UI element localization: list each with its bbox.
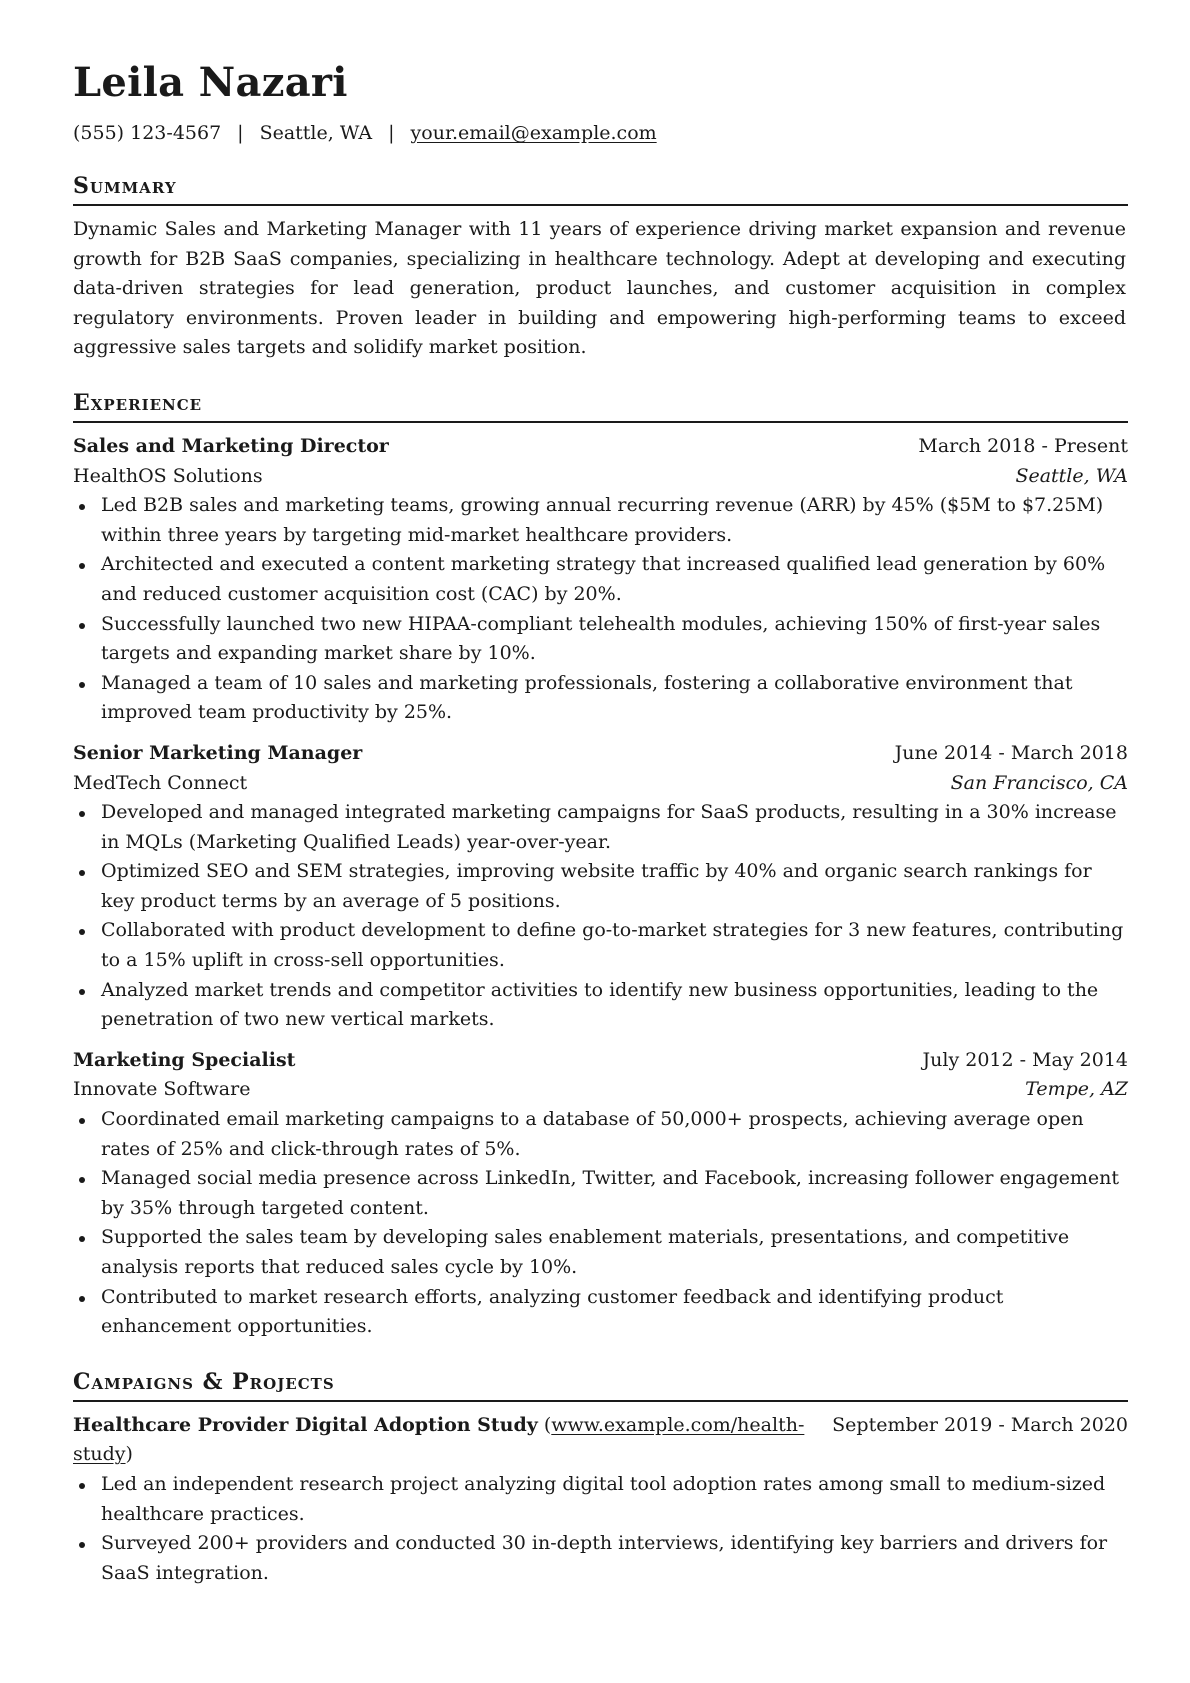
- bullet-text: Coordinated email marketing campaigns to a database of 50,000+ prospects, achieving average open rates of 25% and click-through rates of 5%.: [101, 1108, 1084, 1160]
- company-name: HealthOS Solutions: [73, 464, 263, 487]
- bullet-list: [73, 798, 1128, 1035]
- job-location: San Francisco, CA: [950, 771, 1128, 794]
- job-entry: [73, 432, 1128, 728]
- location: Seattle, WA: [259, 122, 373, 144]
- bullet-text: Led an independent research project analyzing digital tool adoption rates among small to medium-sized healthcare practices.: [101, 1472, 1106, 1525]
- bullet-icon: [79, 1118, 85, 1124]
- bullet-icon: [79, 504, 85, 510]
- bullet-text: Successfully launched two new HIPAA-compliant telehealth modules, achieving 150% of first-year sales targets and expanding market share by 10%.: [101, 612, 1101, 665]
- job-location: Tempe, AZ: [1025, 1078, 1128, 1101]
- bullet-item: [73, 1223, 1128, 1282]
- bullet-icon: [79, 929, 85, 935]
- bullet-text: Supported the sales team by developing sales enablement materials, presentations, and competitive analysis reports that reduced sales cycle by 10%.: [101, 1226, 1070, 1278]
- bullet-icon: [79, 1483, 85, 1489]
- company-name: Innovate Software: [73, 1078, 251, 1101]
- job-location: Seattle, WA: [1015, 464, 1128, 487]
- bullet-item: [73, 1283, 1128, 1342]
- bullet-list: [73, 491, 1128, 728]
- bullet-text: Analyzed market trends and competitor activities to identify new business opportunities, leading to the penetration of two new vertical markets.: [101, 978, 1099, 1031]
- contact-separator: |: [237, 122, 244, 144]
- bullet-icon: [79, 563, 85, 569]
- job-title: Marketing Specialist: [73, 1048, 296, 1071]
- company-name: MedTech Connect: [73, 771, 248, 794]
- bullet-item: [73, 491, 1128, 550]
- bullet-text: Led B2B sales and marketing teams, growing annual recurring revenue (ARR) by 45% ($5M to $7.25M) within three years by targeting mid-market healthcare providers.: [101, 494, 1104, 546]
- bullet-text: Surveyed 200+ providers and conducted 30 in-depth interviews, identifying key barriers and drivers for SaaS integration.: [101, 1532, 1108, 1584]
- bullet-text: Collaborated with product development to define go-to-market strategies for 3 new features, contributing to a 15% uplift in cross-sell opportunities.: [101, 919, 1124, 972]
- email-link[interactable]: your.email@example.com: [410, 122, 657, 144]
- bullet-item: [73, 669, 1128, 728]
- project-entry: [73, 1411, 1128, 1589]
- project-dates: September 2019 - March 2020: [832, 1413, 1128, 1436]
- bullet-icon: [79, 989, 85, 995]
- job-subheader-row: [73, 769, 1128, 799]
- job-entry: [73, 739, 1128, 1035]
- job-subheader-row: [73, 462, 1128, 492]
- bullet-list: [73, 1105, 1128, 1342]
- bullet-icon: [79, 1542, 85, 1548]
- bullet-text: Developed and managed integrated marketing campaigns for SaaS products, resulting in a 30% increase in MQLs (Marketing Qualified Leads) year-over-year.: [101, 801, 1117, 853]
- projects-heading: Campaigns & Projects: [73, 1368, 1128, 1402]
- job-dates: March 2018 - Present: [918, 434, 1128, 457]
- bullet-icon: [79, 1177, 85, 1183]
- projects-list: [73, 1411, 1128, 1589]
- contact-line: [73, 120, 1128, 146]
- bullet-item: [73, 916, 1128, 975]
- bullet-item: [73, 1529, 1128, 1588]
- phone-number: (555) 123-4567: [73, 122, 222, 144]
- bullet-icon: [79, 623, 85, 629]
- bullet-item: [73, 1164, 1128, 1223]
- project-link[interactable]: www.example.com/health-study: [73, 1413, 805, 1466]
- candidate-name: Leila Nazari: [73, 59, 348, 106]
- bullet-item: [73, 976, 1128, 1035]
- bullet-item: [73, 1105, 1128, 1164]
- experience-list: [73, 432, 1128, 1342]
- bullet-text: Optimized SEO and SEM strategies, improving website traffic by 40% and organic search rankings for key product terms by an average of 5 positions.: [101, 860, 1092, 912]
- bullet-icon: [79, 870, 85, 876]
- bullet-text: Managed a team of 10 sales and marketing professionals, fostering a collaborative environment that improved team productivity by 25%.: [101, 671, 1073, 724]
- bullet-item: [73, 610, 1128, 669]
- bullet-text: Managed social media presence across LinkedIn, Twitter, and Facebook, increasing follower engagement by 35% through targeted content.: [101, 1167, 1120, 1219]
- bullet-icon: [79, 682, 85, 688]
- bullet-icon: [79, 1236, 85, 1242]
- bullet-icon: [79, 1296, 85, 1302]
- bullet-text: Architected and executed a content marketing strategy that increased qualified lead generation by 60% and reduced customer acquisition cost (CAC) by 20%.: [101, 553, 1106, 605]
- bullet-item: [73, 550, 1128, 609]
- job-entry: [73, 1046, 1128, 1342]
- job-dates: July 2012 - May 2014: [922, 1048, 1128, 1071]
- contact-separator: |: [388, 122, 395, 144]
- project-header: September 2019 - March 2020 Healthcare Provider Digital Adoption Study (www.example.com/health-study): [73, 1411, 1128, 1470]
- job-header-row: [73, 739, 1128, 769]
- resume-page: [73, 0, 1128, 1588]
- job-title: Senior Marketing Manager: [73, 741, 363, 764]
- bullet-text: Contributed to market research efforts, analyzing customer feedback and identifying product enhancement opportunities.: [101, 1285, 1004, 1338]
- job-header-row: [73, 432, 1128, 462]
- job-header-row: [73, 1046, 1128, 1076]
- bullet-icon: [79, 811, 85, 817]
- summary-text: Dynamic Sales and Marketing Manager with 11 years of experience driving market expansion and revenue growth for B2B SaaS companies, specializing in healthcare technology. Adept at developing and executing data-driven strategies for lead generation, product launches, and customer acquisition in complex regulatory environments. Proven leader in building and empowering high-performing teams to exceed aggressive sales targets and solidify market position.: [73, 218, 1126, 359]
- experience-heading: Experience: [73, 389, 1128, 423]
- bullet-item: [73, 1470, 1128, 1529]
- job-subheader-row: [73, 1075, 1128, 1105]
- summary-heading: Summary: [73, 172, 1128, 206]
- bullet-item: [73, 798, 1128, 857]
- project-title: Healthcare Provider Digital Adoption Study: [73, 1413, 538, 1436]
- bullet-list: [73, 1470, 1128, 1588]
- job-dates: June 2014 - March 2018: [894, 741, 1128, 764]
- job-title: Sales and Marketing Director: [73, 434, 389, 457]
- bullet-item: [73, 857, 1128, 916]
